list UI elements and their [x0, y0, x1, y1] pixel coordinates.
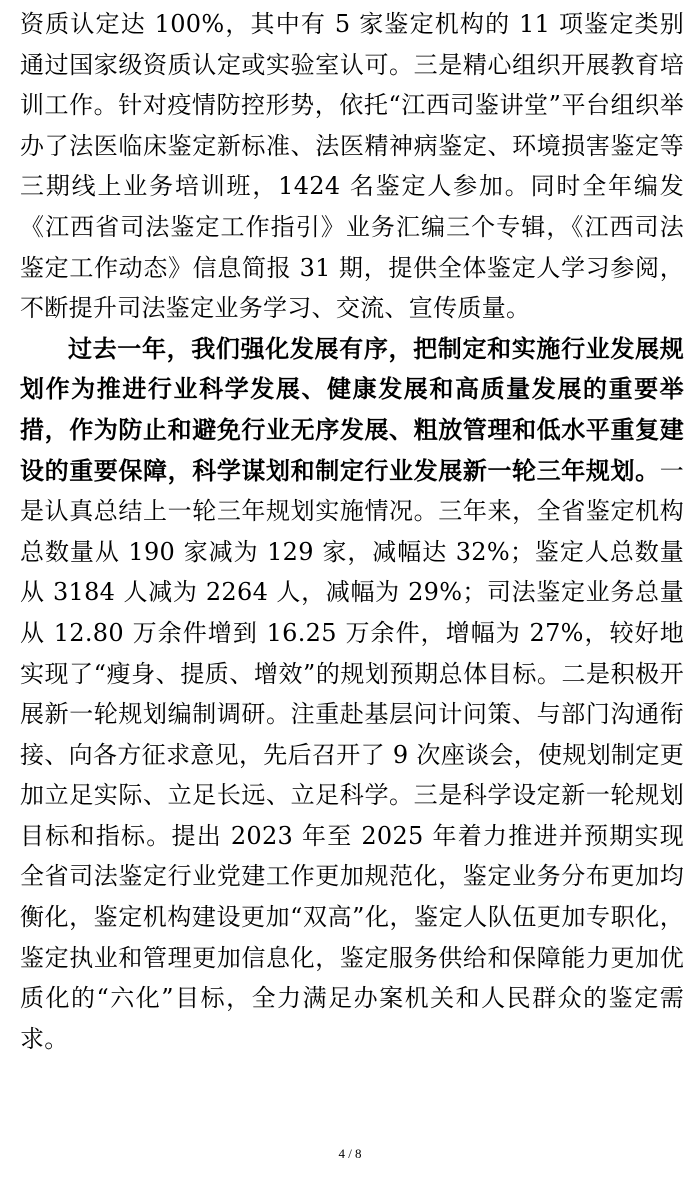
- document-body: [20, 4, 684, 1059]
- paragraph-body-text: 一是认真总结上一轮三年规划实施情况。三年来，全省鉴定机构总数量从 190 家减为 129 家，减幅达 32%；鉴定人总数量从 3184 人减为 2264 人，减幅为 29%；司法鉴定业务总量从 12.80 万余件增到 16.25 万余件，增幅为 27%，较好地实现了“瘦身、提质、增效”的规划预期总体目标。二是积极开展新一轮规划编制调研。注重赴基层问计问策、与部门沟通衔接、向各方征求意见，先后召开了 9 次座谈会，使规划制定更加立足实际、立足长远、立足科学。三是科学设定新一轮规划目标和指标。提出 2023 年至 2025 年着力推进并预期实现全省司法鉴定行业党建工作更加规范化，鉴定业务分布更加均衡化，鉴定机构建设更加“双高”化，鉴定人队伍更加专职化，鉴定执业和管理更加信息化，鉴定服务供给和保障能力更加优质化的“六化”目标，全力满足办案机关和人民群众的鉴定需求。: [20, 456, 684, 1053]
- paragraph-continuation: 资质认定达 100%，其中有 5 家鉴定机构的 11 项鉴定类别通过国家级资质认定或实验室认可。三是精心组织开展教育培训工作。针对疫情防控形势，依托“江西司鉴讲堂”平台组织举办了法医临床鉴定新标准、法医精神病鉴定、环境损害鉴定等三期线上业务培训班，1424 名鉴定人参加。同时全年编发《江西省司法鉴定工作指引》业务汇编三个专辑，《江西司法鉴定工作动态》信息简报 31 期，提供全体鉴定人学习参阅，不断提升司法鉴定业务学习、交流、宣传质量。: [20, 10, 684, 323]
- paragraph-lead-bold: 过去一年，我们强化发展有序，把制定和实施行业发展规划作为推进行业科学发展、健康发展和高质量发展的重要举措，作为防止和避免行业无序发展、粗放管理和低水平重复建设的重要保障，科学谋划和制定行业发展新一轮三年规划。: [20, 333, 684, 485]
- page-number: 4 / 8: [338, 1146, 362, 1161]
- paragraph-development-planning: [20, 329, 684, 1060]
